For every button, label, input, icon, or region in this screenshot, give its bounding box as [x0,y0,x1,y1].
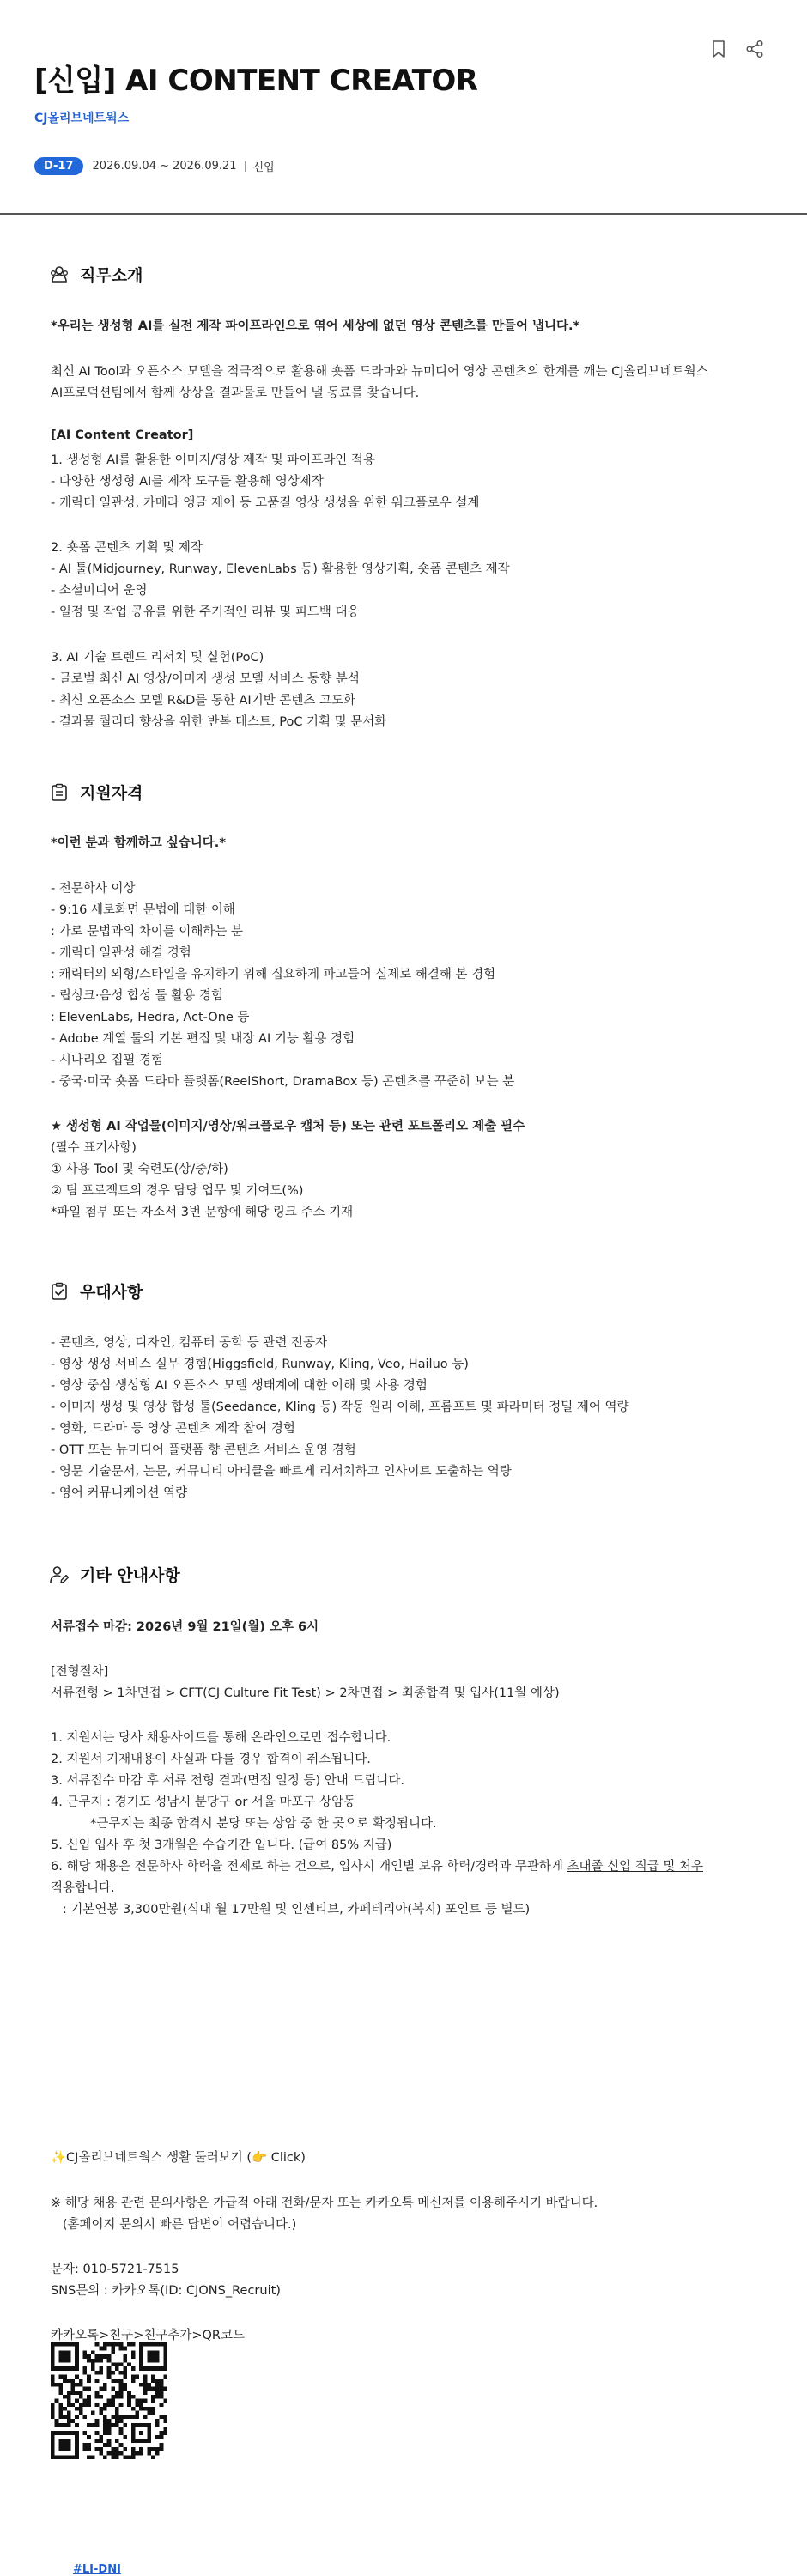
section-title: 지원자격 [80,784,143,803]
portfolio-required: ★ 생성형 AI 작업물(이미지/영상/워크플로우 캡처 등) 또는 관련 포트폴리오 제출 필수 [51,1120,525,1133]
preferred-line: - OTT 또는 뉴미디어 플랫폼 향 콘텐츠 서비스 운영 경험 [51,1443,356,1457]
intro-line: AI프로덕션팀에서 함께 상상을 결과물로 만들어 낼 동료를 찾습니다. [51,386,420,400]
section-qualifications-header [49,781,143,804]
intro-line: *우리는 생성형 AI를 실전 제작 파이프라인으로 엮어 세상에 없던 영상 콘텐츠를 만들어 냅니다.* [51,319,580,333]
job-header [0,0,807,215]
dday-badge: D-17 [34,157,83,175]
note-line: 5. 신입 입사 후 첫 3개월은 수습기간 입니다. (급여 85% 지급) [51,1838,392,1852]
sns-contact: SNS문의 : 카카오톡(ID: CJONS_Recruit) [51,2284,281,2298]
people-icon [49,264,70,285]
job-meta [34,157,275,175]
qr-code-icon [51,2342,167,2459]
sms-contact: 문자: 010-5721-7515 [51,2263,179,2276]
note-line-6-cont [51,1878,115,1896]
qualification-line: ① 사용 Tool 및 숙련도(상/중/하) [51,1163,228,1176]
intro-line: - 최신 오픈소스 모델 R&D를 통한 AI기반 콘텐츠 고도화 [51,694,355,708]
note-6-text: 6. 해당 채용은 전문학사 학력을 전제로 하는 건으로, 입사시 개인별 보유 학력/경력과 무관하게 [51,1860,567,1874]
qualification-line: ② 팀 프로젝트의 경우 담당 업무 및 기여도(%) [51,1184,304,1198]
kakao-path: 카카오톡>친구>친구추가>QR코드 [51,2329,246,2342]
preferred-line: - 콘텐츠, 영상, 디자인, 컴퓨터 공학 등 관련 전공자 [51,1336,328,1350]
intro-line: - 결과물 퀄리티 향상을 위한 반복 테스트, PoC 기획 및 문서화 [51,715,387,729]
intro-line: - 소셜미디어 운영 [51,584,148,598]
bookmark-icon[interactable] [709,39,728,58]
process-title: [전형절차] [51,1665,109,1679]
qualification-line: - Adobe 계열 툴의 기본 편집 및 내장 AI 기능 활용 경험 [51,1032,355,1046]
qualification-line: : ElevenLabs, Hedra, Act-One 등 [51,1011,250,1024]
application-period: 2026.09.04 ~ 2026.09.21 [92,160,237,173]
note-line: 4. 근무지 : 경기도 성남시 분당구 or 서울 마포구 상암동 [51,1795,356,1809]
deadline: 서류접수 마감: 2026년 9월 21일(월) 오후 6시 [51,1620,319,1634]
section-etc-header [49,1563,180,1586]
salary-info: : 기본연봉 3,300만원(식대 월 17만원 및 인센티브, 카페테리아(복지) 포인트 등 별도) [51,1903,531,1917]
intro-line: 3. AI 기술 트렌드 리서치 및 실험(PoC) [51,651,264,665]
intro-line: 1. 생성형 AI를 활용한 이미지/영상 제작 및 파이프라인 적용 [51,453,375,467]
share-icon[interactable] [745,39,764,58]
preferred-line: - 영어 커뮤니케이션 역량 [51,1486,188,1500]
section-title: 기타 안내사항 [80,1566,180,1585]
preferred-line: - 영화, 드라마 등 영상 콘텐츠 제작 참여 경험 [51,1422,295,1436]
section-intro-header [49,263,143,286]
intro-line: - 다양한 생성형 AI를 제작 도구를 활용해 영상제작 [51,475,324,489]
preferred-line: - 이미지 생성 및 영상 합성 툴(Seedance, Kling 등) 작동 원리 이해, 프롬프트 및 파라미터 정밀 제어 역량 [51,1400,629,1414]
intro-line: - AI 툴(Midjourney, Runway, ElevenLabs 등) 활용한 영상기획, 숏폼 콘텐츠 제작 [51,562,510,576]
note-line: 2. 지원서 기재내용이 사실과 다를 경우 합격이 취소됩니다. [51,1753,371,1766]
qualification-line: - 시나리오 집필 경험 [51,1054,164,1067]
qualification-line: - 9:16 세로화면 문법에 대한 이해 [51,903,235,917]
checklist-icon [49,1281,70,1302]
section-title: 직무소개 [80,266,143,285]
qualification-line: (필수 표기사항) [51,1141,137,1155]
qualification-line: - 립싱크·음성 합성 툴 활용 경험 [51,989,223,1003]
qualification-line: *이런 분과 함께하고 싶습니다.* [51,836,226,850]
hashtag-wrapper [51,2562,121,2576]
intro-line: 2. 숏폼 콘텐츠 기획 및 제작 [51,541,203,555]
qualification-line: - 캐릭터 일관성 해결 경험 [51,946,191,960]
preferred-line: - 영문 기술문서, 논문, 커뮤니티 아티클을 빠르게 리서치하고 인사이트 도출하는 역량 [51,1465,512,1479]
qualification-line: - 전문학사 이상 [51,882,136,896]
note-line: 1. 지원서는 당사 채용사이트를 통해 온라인으로만 접수합니다. [51,1731,391,1745]
note-6-highlight: 초대졸 신입 직급 및 처우 [567,1860,704,1874]
person-edit-icon [49,1564,70,1585]
page-title: [신입] AI CONTENT CREATOR [34,64,478,98]
note-line: 3. 서류접수 마감 후 서류 전형 결과(면접 일정 등) 안내 드립니다. [51,1774,405,1788]
note-line: *근무지는 최종 합격시 분당 또는 상암 중 한 곳으로 확정됩니다. [51,1817,437,1831]
inquiry-note: ※ 해당 채용 관련 문의사항은 가급적 아래 전화/문자 또는 카카오톡 메신저를 이용해주시기 바랍니다. [51,2196,598,2210]
meta-divider [245,161,246,172]
intro-line: - 글로벌 최신 AI 영상/이미지 생성 모델 서비스 동향 분석 [51,672,360,686]
qualification-line: *파일 첨부 또는 자소서 3번 문항에 해당 링크 주소 기재 [51,1206,354,1219]
qualification-line: : 캐릭터의 외형/스타일을 유지하기 위해 집요하게 파고들어 실제로 해결해 본 경험 [51,968,496,981]
qualification-line: - 중국·미국 숏폼 드라마 플랫폼(ReelShort, DramaBox 등) 콘텐츠를 꾸준히 보는 분 [51,1075,515,1089]
note-line-6 [51,1856,703,1874]
inquiry-note: (홈페이지 문의시 빠른 답변이 어렵습니다.) [51,2218,297,2232]
career-level: 신입 [252,161,275,174]
qualification-line: : 가로 문법과의 차이를 이해하는 분 [51,925,244,939]
preferred-line: - 영상 중심 생성형 AI 오픈소스 모델 생태계에 대한 이해 및 사용 경험 [51,1379,428,1393]
hashtag-link[interactable]: #LI-DNI [73,2563,121,2576]
company-link[interactable]: CJ올리브네트웍스 [34,112,130,125]
clipboard-icon [49,782,70,803]
section-preferred-header [49,1279,143,1303]
process-steps: 서류전형 > 1차면접 > CFT(CJ Culture Fit Test) > 2차면접 > 최종합격 및 입사(11월 예상) [51,1686,560,1700]
intro-line: - 캐릭터 일관성, 카메라 앵글 제어 등 고품질 영상 생성을 위한 워크플로우 설계 [51,496,480,510]
section-title: 우대사항 [80,1283,143,1302]
note-6-highlight: 적용합니다. [51,1881,115,1895]
intro-line: - 일정 및 작업 공유를 위한 주기적인 리뷰 및 피드백 대응 [51,605,360,619]
intro-line: 최신 AI Tool과 오픈소스 모델을 적극적으로 활용해 숏폼 드라마와 뉴미디어 영상 콘텐츠의 한계를 깨는 CJ올리브네트웍스 [51,365,708,379]
preferred-line: - 영상 생성 서비스 실무 경험(Higgsfield, Runway, Kling, Veo, Hailuo 등) [51,1358,469,1371]
intro-line: [AI Content Creator] [51,428,194,442]
life-tour-link[interactable]: ✨CJ올리브네트웍스 생활 둘러보기 (👉 Click) [51,2151,306,2165]
